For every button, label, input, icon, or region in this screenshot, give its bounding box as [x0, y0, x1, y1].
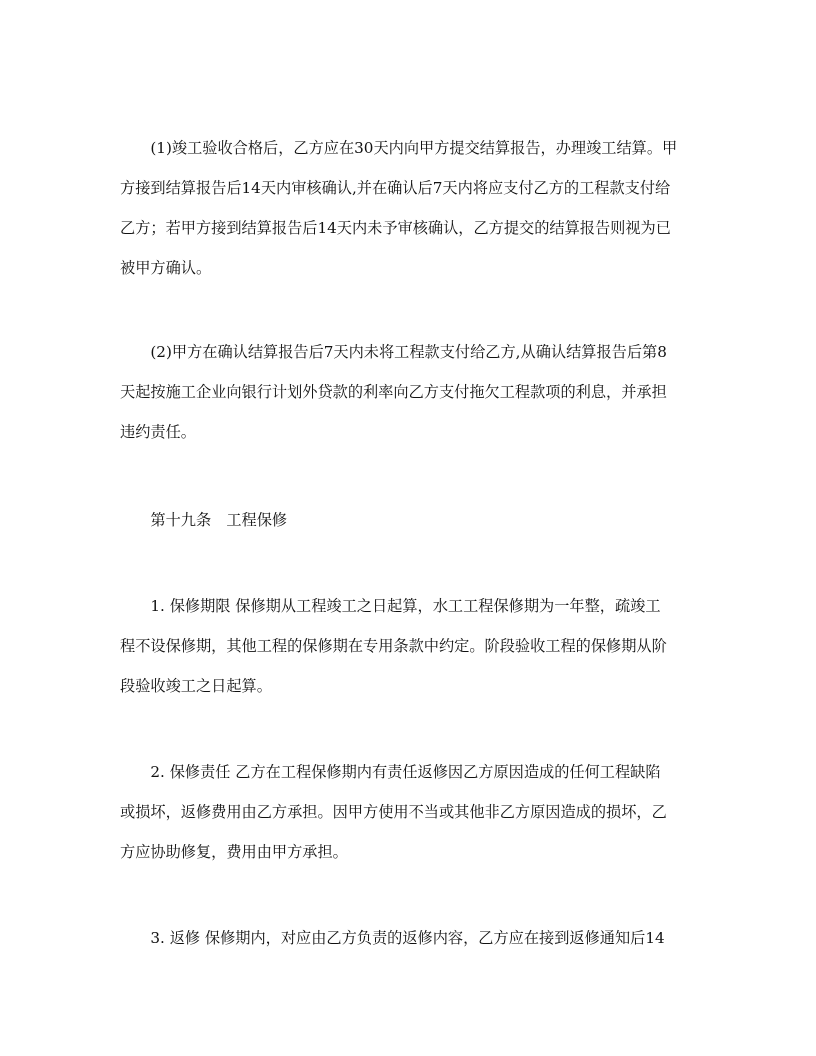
paragraph-5-line-3: 方应协助修复，费用由甲方承担。	[120, 843, 348, 861]
paragraph-2-line-2: 天起按施工企业向银行计划外贷款的利率向乙方支付拖欠工程款项的利息，并承担	[120, 383, 667, 401]
paragraph-4-line-2: 程不设保修期，其他工程的保修期在专用条款中约定。阶段验收工程的保修期从阶	[120, 637, 667, 655]
paragraph-4-line-3: 段验收竣工之日起算。	[120, 677, 272, 695]
paragraph-2-line-3: 违约责任。	[120, 423, 196, 441]
paragraph-1-line-4: 被甲方确认。	[120, 259, 212, 277]
paragraph-1-line-2: 方接到结算报告后14天内审核确认,并在确认后7天内将应支付乙方的工程款支付给	[120, 179, 671, 197]
paragraph-2-line-1: (2)甲方在确认结算报告后7天内未将工程款支付给乙方,从确认结算报告后第8	[120, 343, 667, 361]
paragraph-4-line-1: 1. 保修期限 保修期从工程竣工之日起算，水工工程保修期为一年整，疏竣工	[120, 597, 661, 615]
paragraph-1-line-3: 乙方；若甲方接到结算报告后14天内未予审核确认，乙方提交的结算报告则视为已	[120, 219, 671, 237]
paragraph-6-line-1: 3. 返修 保修期内，对应由乙方负责的返修内容，乙方应在接到返修通知后14	[120, 929, 665, 947]
paragraph-5-line-1: 2. 保修责任 乙方在工程保修期内有责任返修因乙方原因造成的任何工程缺陷	[120, 763, 661, 781]
paragraph-1-line-1: (1)竣工验收合格后，乙方应在30天内向甲方提交结算报告，办理竣工结算。甲	[120, 139, 678, 157]
paragraph-5-line-2: 或损坏，返修费用由乙方承担。因甲方使用不当或其他非乙方原因造成的损坏，乙	[120, 803, 667, 821]
section-heading: 第十九条 工程保修	[120, 511, 288, 529]
